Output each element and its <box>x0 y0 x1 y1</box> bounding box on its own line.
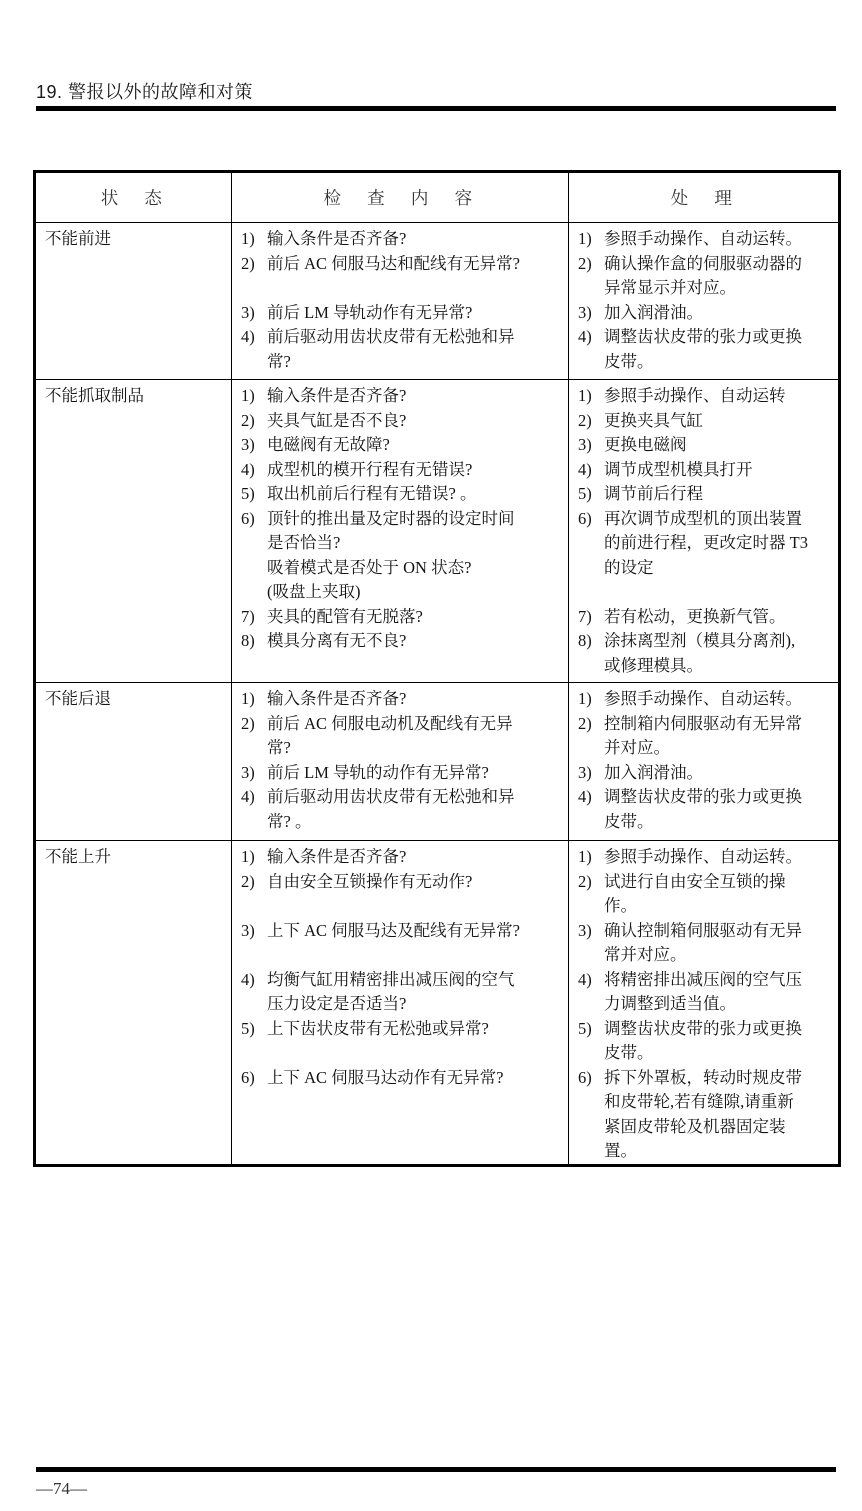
status-label: 不能上升 <box>45 847 111 866</box>
page-title: 19. 警报以外的故障和对策 <box>36 82 254 102</box>
item-marker <box>578 1090 604 1115</box>
text-line <box>578 687 832 712</box>
item-text: 前后驱动用齿状皮带有无松弛和异 <box>267 327 515 346</box>
item-text: 输入条件是否齐备? <box>267 229 407 248</box>
item-marker: 3) <box>241 302 255 322</box>
column-header-status: 状 态 <box>35 172 232 223</box>
text-line <box>241 433 562 458</box>
item-marker <box>241 556 267 581</box>
item-marker <box>578 531 604 556</box>
text-line <box>241 894 562 919</box>
table-header <box>35 172 840 223</box>
text-line <box>241 384 562 409</box>
status-label: 不能前进 <box>45 229 111 248</box>
text-line <box>241 252 562 277</box>
item-text: 确认控制箱伺服驱动有无异 <box>604 920 802 940</box>
table-body <box>35 223 840 1166</box>
item-marker: 3) <box>241 762 255 782</box>
text-line <box>241 580 562 605</box>
item-text: 顶针的推出量及定时器的设定时间 <box>267 508 515 528</box>
item-marker <box>578 1115 604 1140</box>
status-cell <box>35 683 232 841</box>
item-text: 并对应。 <box>604 738 670 757</box>
item-marker: 1) <box>578 229 592 248</box>
item-text: 前后驱动用齿状皮带有无松弛和异 <box>267 787 515 806</box>
item-text: 或修理模具。 <box>604 655 703 675</box>
text-line <box>578 654 832 679</box>
item-marker: 4) <box>241 969 255 989</box>
item-text: 输入条件是否齐备? <box>267 386 407 405</box>
item-marker: 1) <box>578 689 592 708</box>
column-header-check-content: 检 查 内 容 <box>232 172 569 223</box>
item-text: 皮带。 <box>604 811 654 831</box>
text-line <box>578 384 832 409</box>
text-line <box>241 761 562 786</box>
text-line <box>241 227 562 252</box>
item-marker: 8) <box>578 631 592 650</box>
item-marker: 5) <box>578 1018 592 1038</box>
item-marker: 1) <box>578 847 592 866</box>
text-line <box>241 325 562 350</box>
item-text: 模具分离有无不良? <box>267 631 407 650</box>
item-marker: 2) <box>578 871 592 891</box>
item-text: 的设定 <box>604 557 654 577</box>
item-marker <box>241 943 267 968</box>
item-text: 力调整到适当值。 <box>604 994 736 1013</box>
item-marker: 3) <box>578 302 592 322</box>
item-text: 的前进行程，更改定时器 T3 <box>604 533 808 552</box>
item-text: 更换夹具气缸 <box>604 410 703 430</box>
item-text: 取出机前后行程有无错误? 。 <box>267 484 477 503</box>
text-line <box>241 870 562 895</box>
text-line <box>578 227 832 252</box>
text-line <box>241 276 562 301</box>
item-text: 自由安全互锁操作有无动作? <box>267 871 473 891</box>
item-text: 前后 AC 伺服马达和配线有无异常? <box>267 253 520 273</box>
item-text: 皮带。 <box>604 1043 654 1062</box>
item-text: 再次调节成型机的顶出装置 <box>604 508 802 528</box>
item-marker: 2) <box>578 253 592 273</box>
text-line <box>578 1041 832 1066</box>
item-text: 参照手动操作、自动运转。 <box>604 847 802 866</box>
text-line <box>578 919 832 944</box>
item-text: 参照手动操作、自动运转。 <box>604 229 802 248</box>
text-line <box>578 870 832 895</box>
text-line <box>578 531 832 556</box>
item-text: 前后 LM 导轨动作有无异常? <box>267 302 473 322</box>
item-text: 和皮带轮,若有缝隙,请重新 <box>604 1092 794 1111</box>
item-text <box>267 1041 562 1066</box>
item-text <box>267 894 562 919</box>
item-marker: 5) <box>578 484 592 503</box>
text-line <box>578 507 832 532</box>
item-marker <box>241 350 267 375</box>
item-text: 作。 <box>604 896 637 915</box>
text-line <box>578 1139 832 1164</box>
item-marker: 2) <box>578 410 592 430</box>
item-marker <box>578 992 604 1017</box>
item-marker: 7) <box>241 606 255 626</box>
text-line <box>241 507 562 532</box>
text-line <box>578 252 832 277</box>
text-line <box>578 409 832 434</box>
text-line <box>241 350 562 375</box>
text-line <box>578 761 832 786</box>
item-marker: 1) <box>241 229 255 248</box>
item-marker <box>241 580 267 605</box>
item-text: 异常显示并对应。 <box>604 278 736 297</box>
text-line <box>241 605 562 630</box>
text-line <box>578 458 832 483</box>
item-text: 调整齿状皮带的张力或更换 <box>604 1018 802 1038</box>
text-line <box>241 629 562 654</box>
text-line <box>241 301 562 326</box>
treatments-cell <box>569 380 840 683</box>
item-marker <box>578 654 604 679</box>
text-line <box>578 894 832 919</box>
text-line <box>578 1090 832 1115</box>
item-text: 加入润滑油。 <box>604 762 703 782</box>
page-number: —74— <box>36 1479 87 1498</box>
text-line <box>241 556 562 581</box>
status-label: 不能后退 <box>45 689 111 708</box>
text-line <box>578 482 832 507</box>
item-text: 调整齿状皮带的张力或更换 <box>604 327 802 346</box>
item-marker: 4) <box>578 969 592 989</box>
item-text: 调整齿状皮带的张力或更换 <box>604 787 802 806</box>
item-text <box>267 943 562 968</box>
item-marker: 6) <box>578 1067 592 1087</box>
item-text: 皮带。 <box>604 351 654 371</box>
item-text: 前后 AC 伺服电动机及配线有无异 <box>267 713 513 733</box>
text-line <box>241 968 562 993</box>
text-line <box>578 325 832 350</box>
item-marker: 4) <box>241 459 255 479</box>
item-text: 是否恰当? <box>267 533 341 552</box>
treatments-cell <box>569 841 840 1166</box>
status-label: 不能抓取制品 <box>45 386 144 405</box>
checks-cell <box>232 223 569 380</box>
item-marker: 1) <box>241 386 255 405</box>
item-marker: 2) <box>578 713 592 733</box>
text-line <box>578 580 832 605</box>
item-text: 调节前后行程 <box>604 484 703 503</box>
item-marker: 2) <box>241 871 255 891</box>
text-line <box>578 1066 832 1091</box>
text-line <box>241 1041 562 1066</box>
text-line <box>578 810 832 835</box>
item-marker: 2) <box>241 253 255 273</box>
item-marker: 5) <box>241 484 255 503</box>
item-text: 前后 LM 导轨的动作有无异常? <box>267 762 489 782</box>
text-line <box>241 1066 562 1091</box>
text-line <box>578 605 832 630</box>
text-line <box>578 629 832 654</box>
item-text: 成型机的模开行程有无错误? <box>267 459 473 479</box>
item-marker: 2) <box>241 713 255 733</box>
status-cell <box>35 380 232 683</box>
item-text: 控制箱内伺服驱动有无异常 <box>604 713 802 733</box>
checks-cell <box>232 380 569 683</box>
item-marker: 4) <box>241 327 255 346</box>
item-text <box>267 276 562 301</box>
item-marker <box>241 736 267 761</box>
item-marker: 4) <box>578 787 592 806</box>
text-line <box>241 736 562 761</box>
text-line <box>241 845 562 870</box>
item-text: 夹具气缸是否不良? <box>267 410 407 430</box>
item-text: 调节成型机模具打开 <box>604 459 753 479</box>
text-line <box>578 276 832 301</box>
text-line <box>578 556 832 581</box>
treatments-cell <box>569 683 840 841</box>
text-line <box>241 409 562 434</box>
item-marker <box>241 810 267 835</box>
item-text: 参照手动操作、自动运转。 <box>604 689 802 708</box>
item-text: 上下 AC 伺服马达动作有无异常? <box>267 1067 504 1087</box>
item-text: 常并对应。 <box>604 945 687 964</box>
text-line <box>241 810 562 835</box>
item-marker <box>241 992 267 1017</box>
item-text: 夹具的配管有无脱落? <box>267 606 423 626</box>
item-marker <box>241 531 267 556</box>
header-divider-rule <box>36 106 836 111</box>
text-line <box>241 687 562 712</box>
item-text: 常? <box>267 351 291 371</box>
text-line <box>578 943 832 968</box>
item-marker: 2) <box>241 410 255 430</box>
item-text: 上下齿状皮带有无松弛或异常? <box>267 1018 489 1038</box>
item-marker: 4) <box>578 327 592 346</box>
item-marker: 3) <box>578 762 592 782</box>
item-marker: 1) <box>241 847 255 866</box>
table-row <box>35 223 840 380</box>
item-marker: 6) <box>241 508 255 528</box>
table-row <box>35 380 840 683</box>
item-text: 上下 AC 伺服马达及配线有无异常? <box>267 920 520 940</box>
item-text: 输入条件是否齐备? <box>267 847 407 866</box>
checks-cell <box>232 841 569 1166</box>
footer-divider-rule <box>36 1467 836 1472</box>
text-line <box>578 1115 832 1140</box>
text-line <box>578 350 832 375</box>
text-line <box>241 531 562 556</box>
text-line <box>578 968 832 993</box>
item-text: 紧固皮带轮及机器固定装 <box>604 1116 786 1136</box>
text-line <box>241 992 562 1017</box>
item-text: 将精密排出减压阀的空气压 <box>604 969 802 989</box>
item-marker <box>578 894 604 919</box>
item-marker <box>241 276 267 301</box>
item-marker: 6) <box>578 508 592 528</box>
text-line <box>578 785 832 810</box>
item-text <box>604 580 832 605</box>
item-text: 吸着模式是否处于 ON 状态? <box>267 557 472 577</box>
table-row <box>35 841 840 1166</box>
text-line <box>241 1017 562 1042</box>
item-text: 参照手动操作、自动运转 <box>604 386 786 405</box>
item-marker: 3) <box>578 435 592 454</box>
item-marker <box>578 350 604 375</box>
table-row <box>35 683 840 841</box>
item-marker: 7) <box>578 606 592 626</box>
item-text: 压力设定是否适当? <box>267 994 407 1013</box>
item-marker <box>241 1041 267 1066</box>
item-text: 加入润滑油。 <box>604 302 703 322</box>
troubleshooting-table <box>33 170 841 1167</box>
item-marker: 1) <box>241 689 255 708</box>
item-marker: 3) <box>241 920 255 940</box>
item-text: 拆下外罩板，转动时规皮带 <box>604 1067 802 1087</box>
text-line <box>241 712 562 737</box>
item-marker: 5) <box>241 1018 255 1038</box>
item-text: 涂抹离型剂（模具分离剂), <box>604 631 796 650</box>
text-line <box>241 919 562 944</box>
item-text: 置。 <box>604 1141 637 1160</box>
text-line <box>241 943 562 968</box>
item-marker <box>578 736 604 761</box>
text-line <box>241 785 562 810</box>
item-marker: 6) <box>241 1067 255 1087</box>
column-header-treatment: 处 理 <box>569 172 840 223</box>
item-marker <box>578 810 604 835</box>
item-text: 电磁阀有无故障? <box>267 435 390 454</box>
item-marker <box>578 276 604 301</box>
item-marker <box>578 1139 604 1164</box>
item-text: (吸盘上夹取) <box>267 582 361 601</box>
text-line <box>578 301 832 326</box>
text-line <box>241 458 562 483</box>
item-marker: 4) <box>578 459 592 479</box>
treatments-cell <box>569 223 840 380</box>
item-text: 确认操作盒的伺服驱动器的 <box>604 253 802 273</box>
item-text: 输入条件是否齐备? <box>267 689 407 708</box>
item-marker: 3) <box>578 920 592 940</box>
item-text: 常? 。 <box>267 811 312 831</box>
item-text: 试进行自由安全互锁的操 <box>604 871 786 891</box>
status-cell <box>35 841 232 1166</box>
item-marker: 3) <box>241 435 255 454</box>
item-marker: 4) <box>241 787 255 806</box>
text-line <box>578 736 832 761</box>
item-marker <box>241 894 267 919</box>
status-cell <box>35 223 232 380</box>
item-text: 均衡气缸用精密排出减压阀的空气 <box>267 969 515 989</box>
text-line <box>578 992 832 1017</box>
item-marker <box>578 943 604 968</box>
item-text: 常? <box>267 738 291 757</box>
item-text: 更换电磁阀 <box>604 435 687 454</box>
item-text: 若有松动，更换新气管。 <box>604 606 786 626</box>
text-line <box>578 433 832 458</box>
item-marker: 1) <box>578 386 592 405</box>
item-marker <box>578 556 604 581</box>
text-line <box>241 482 562 507</box>
item-marker <box>578 580 604 605</box>
checks-cell <box>232 683 569 841</box>
text-line <box>578 845 832 870</box>
item-marker: 8) <box>241 631 255 650</box>
item-marker <box>578 1041 604 1066</box>
text-line <box>578 1017 832 1042</box>
text-line <box>578 712 832 737</box>
